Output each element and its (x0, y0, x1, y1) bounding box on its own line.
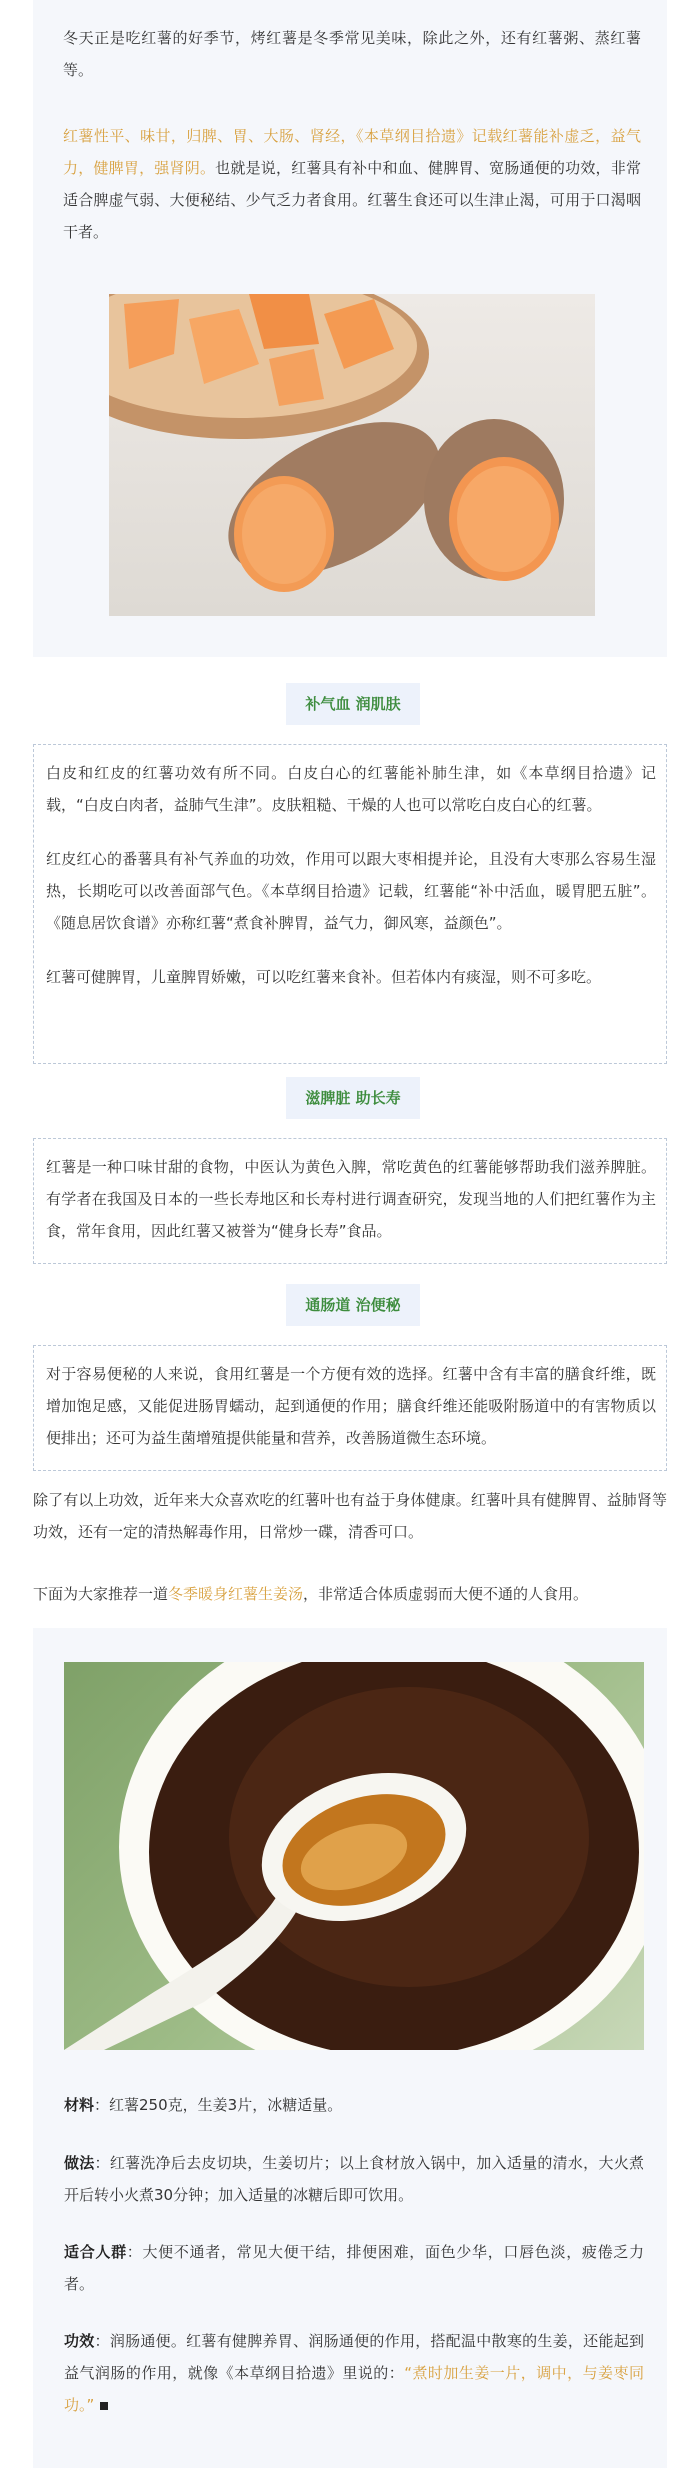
sweet-potato-illustration (109, 294, 595, 616)
section-box-2 (33, 1138, 667, 1264)
section-box-1 (33, 744, 667, 1064)
intro-highlight: 红薯性平、味甘，归脾、胃、大肠、肾经，《本草纲目拾遗》记载红薯能补虚乏，益气力，健脾胃，强肾阴。 (63, 127, 641, 177)
method-label: 做法 (64, 2154, 95, 2172)
intro-paragraph-1: 冬天正是吃红薯的好季节，烤红薯是冬季常见美味，除此之外，还有红薯粥、蒸红薯等。 (63, 29, 641, 79)
method-value: ：红薯洗净后去皮切块，生姜切片；以上食材放入锅中，加入适量的清水，大火煮开后转小火煮30分钟；加入适量的冰糖后即可饮用。 (64, 2154, 644, 2204)
effect-value: ：润肠通便。红薯有健脾养胃、润肠通便的作用，搭配温中散寒的生姜，还能起到益气润肠的作用，就像《本草纲目拾遗》里说的： (64, 2332, 644, 2382)
recipe-effect (64, 2325, 644, 2421)
materials-value: ：红薯250克，生姜3片，冰糖适量。 (94, 2096, 343, 2114)
recipe-suitable (64, 2236, 644, 2300)
materials-label: 材料 (64, 2096, 95, 2114)
heading-spleen-longevity: 滋脾脏 助长寿 (286, 1077, 420, 1119)
recipe-name-highlight: 冬季暖身红薯生姜汤 (168, 1585, 304, 1603)
sweet-potato-photo (109, 294, 595, 616)
section1-paragraph-1: 白皮和红皮的红薯功效有所不同。白皮白心的红薯能补肺生津，如《本草纲目拾遗》记载，“白皮白肉者，益肺气生津”。皮肤粗糙、干燥的人也可以常吃白皮白心的红薯。 (46, 764, 656, 814)
recipe-materials (64, 2089, 644, 2121)
intro-paragraph-2 (63, 120, 641, 248)
soup-bowl-illustration (64, 1662, 644, 2050)
section-box-3 (33, 1345, 667, 1471)
section3-paragraph-1: 对于容易便秘的人来说，食用红薯是一个方便有效的选择。红薯中含有丰富的膳食纤维，既增加饱足感，又能促进肠胃蠕动，起到通便的作用；膳食纤维还能吸附肠道中的有害物质以便排出；还可为益生菌增殖提供能量和营养，改善肠道微生态环境。 (46, 1365, 656, 1447)
intro-rest: 也就是说，红薯具有补中和血、健脾胃、宽肠通便的功效，非常适合脾虚气弱、大便秘结、少气乏力者食用。红薯生食还可以生津止渴，可用于口渴咽干者。 (63, 159, 641, 241)
suitable-value: ：大便不通者，常见大便干结，排便困难，面色少华，口唇色淡，疲倦乏力者。 (64, 2243, 644, 2293)
end-square-icon (100, 2402, 108, 2410)
section1-paragraph-2: 红皮红心的番薯具有补气养血的功效，作用可以跟大枣相提并论，且没有大枣那么容易生湿热，长期吃可以改善面部气色。《本草纲目拾遗》记载，红薯能“补中活血，暖胃肥五脏”。《随息居饮食谱》亦称红薯“煮食补脾胃，益气力，御风寒，益颜色”。 (46, 850, 656, 932)
extra-paragraph-2 (33, 1578, 667, 1610)
ginger-soup-photo (64, 1662, 644, 2050)
section2-paragraph-1: 红薯是一种口味甘甜的食物，中医认为黄色入脾，常吃黄色的红薯能够帮助我们滋养脾脏。有学者在我国及日本的一些长寿地区和长寿村进行调查研究，发现当地的人们把红薯作为主食，常年食用，因此红薯又被誉为“健身长寿”食品。 (46, 1158, 656, 1240)
effect-quote: “煮时加生姜一片，调中，与姜枣同功。” (64, 2364, 644, 2414)
extra-pre: 下面为大家推荐一道 (33, 1585, 169, 1603)
extra-paragraph-1: 除了有以上功效，近年来大众喜欢吃的红薯叶也有益于身体健康。红薯叶具有健脾胃、益肺肾等功效，还有一定的清热解毒作用，日常炒一碟，清香可口。 (33, 1491, 667, 1541)
heading-intestine-constipation: 通肠道 治便秘 (286, 1284, 420, 1326)
effect-label: 功效 (64, 2332, 95, 2350)
recipe-method (64, 2147, 644, 2211)
heading-nourish-blood-skin: 补气血 润肌肤 (286, 683, 420, 725)
suitable-label: 适合人群 (64, 2243, 127, 2261)
section1-paragraph-3: 红薯可健脾胃，儿童脾胃娇嫩，可以吃红薯来食补。但若体内有痰湿，则不可多吃。 (46, 968, 602, 986)
extra-post: ，非常适合体质虚弱而大便不通的人食用。 (303, 1585, 589, 1603)
